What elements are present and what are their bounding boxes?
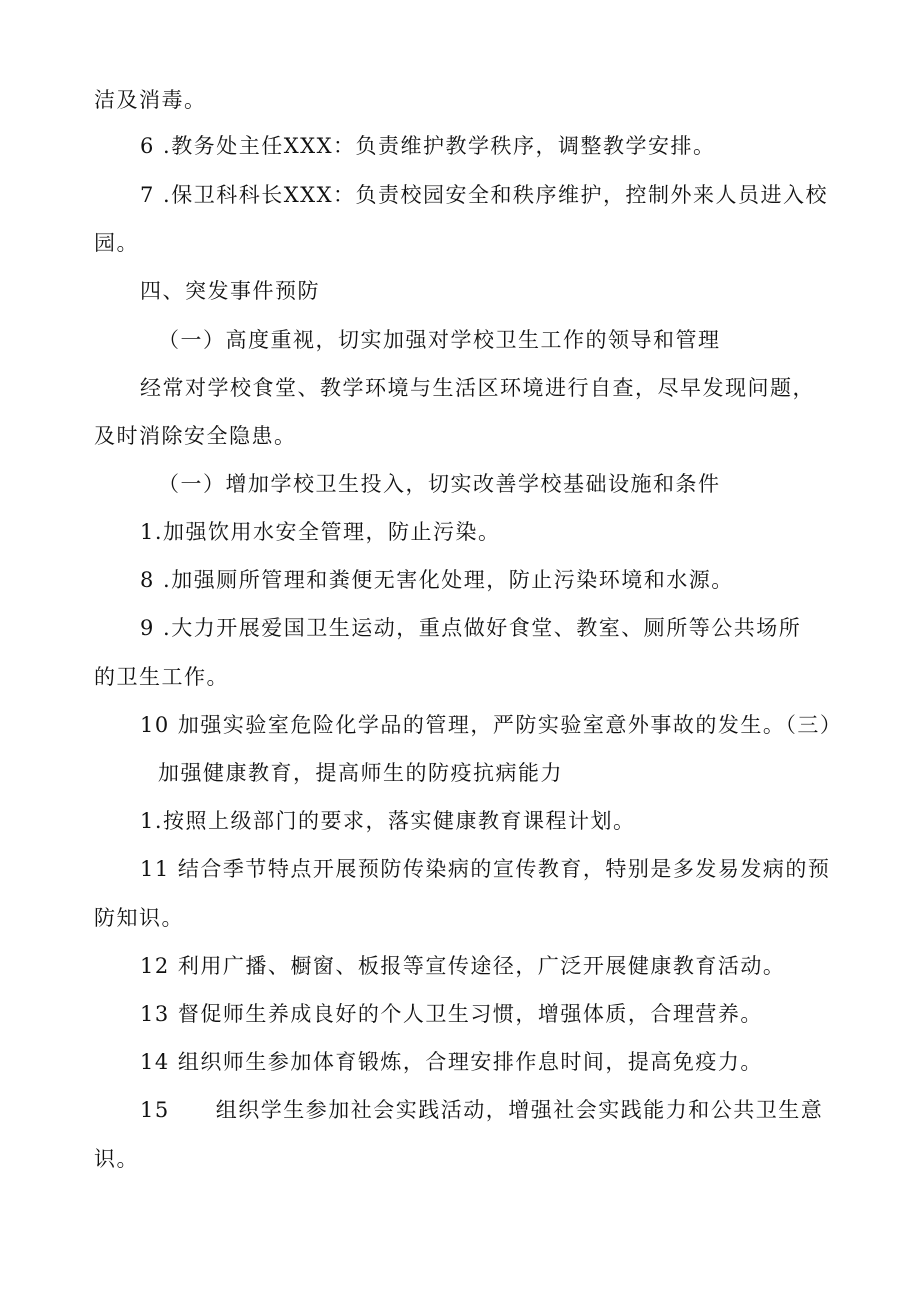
text-line: 经常对学校食堂、教学环境与生活区环境进行自查，尽早发现问题， [140, 376, 815, 400]
text-line [140, 1096, 880, 1124]
text-line: 7 .保卫科科长XXX：负责校园安全和秩序维护，控制外来人员进入校 [140, 183, 829, 207]
section-heading: 四、突发事件预防 [140, 279, 320, 303]
text-line: 8 .加强厕所管理和粪便无害化处理，防止污染环境和水源。 [140, 568, 734, 592]
text-line: 防知识。 [94, 906, 184, 930]
text-line: 10 加强实验室危险化学品的管理，严防实验室意外事故的发生。（三） [140, 713, 843, 737]
text-line: 1.按照上级部门的要求，落实健康教育课程计划。 [140, 809, 636, 833]
text-line: 9 .大力开展爱国卫生运动，重点做好食堂、教室、厕所等公共场所 [140, 616, 802, 640]
subsection-heading: （一）增加学校卫生投入，切实改善学校基础设施和条件 [158, 472, 721, 496]
text-line: 12 利用广播、橱窗、板报等宣传途径，广泛开展健康教育活动。 [140, 954, 786, 978]
text-line: 13 督促师生养成良好的个人卫生习惯，增强体质，合理营养。 [140, 1002, 763, 1026]
text-line: 园。 [94, 231, 139, 255]
text-line: 识。 [94, 1147, 139, 1171]
item-text: 组织学生参加社会实践活动，增强社会实践能力和公共卫生意 [215, 1098, 824, 1122]
subsection-heading: （一）高度重视，切实加强对学校卫生工作的领导和管理 [158, 328, 721, 352]
text-line: 14 组织师生参加体育锻炼，合理安排作息时间，提高免疫力。 [140, 1050, 763, 1074]
text-line: 及时消除安全隐患。 [94, 424, 297, 448]
item-number: 15 [140, 1098, 170, 1122]
text-line: 11 结合季节特点开展预防传染病的宣传教育，特别是多发易发病的预 [140, 857, 831, 881]
text-line: 1.加强饮用水安全管理，防止污染。 [140, 520, 501, 544]
text-line: 6 .教务处主任XXX：负责维护教学秩序，调整教学安排。 [140, 134, 716, 158]
subsection-heading: 加强健康教育，提高师生的防疫抗病能力 [158, 761, 563, 785]
text-line: 的卫生工作。 [94, 665, 229, 689]
text-line: 洁及消毒。 [94, 88, 207, 112]
